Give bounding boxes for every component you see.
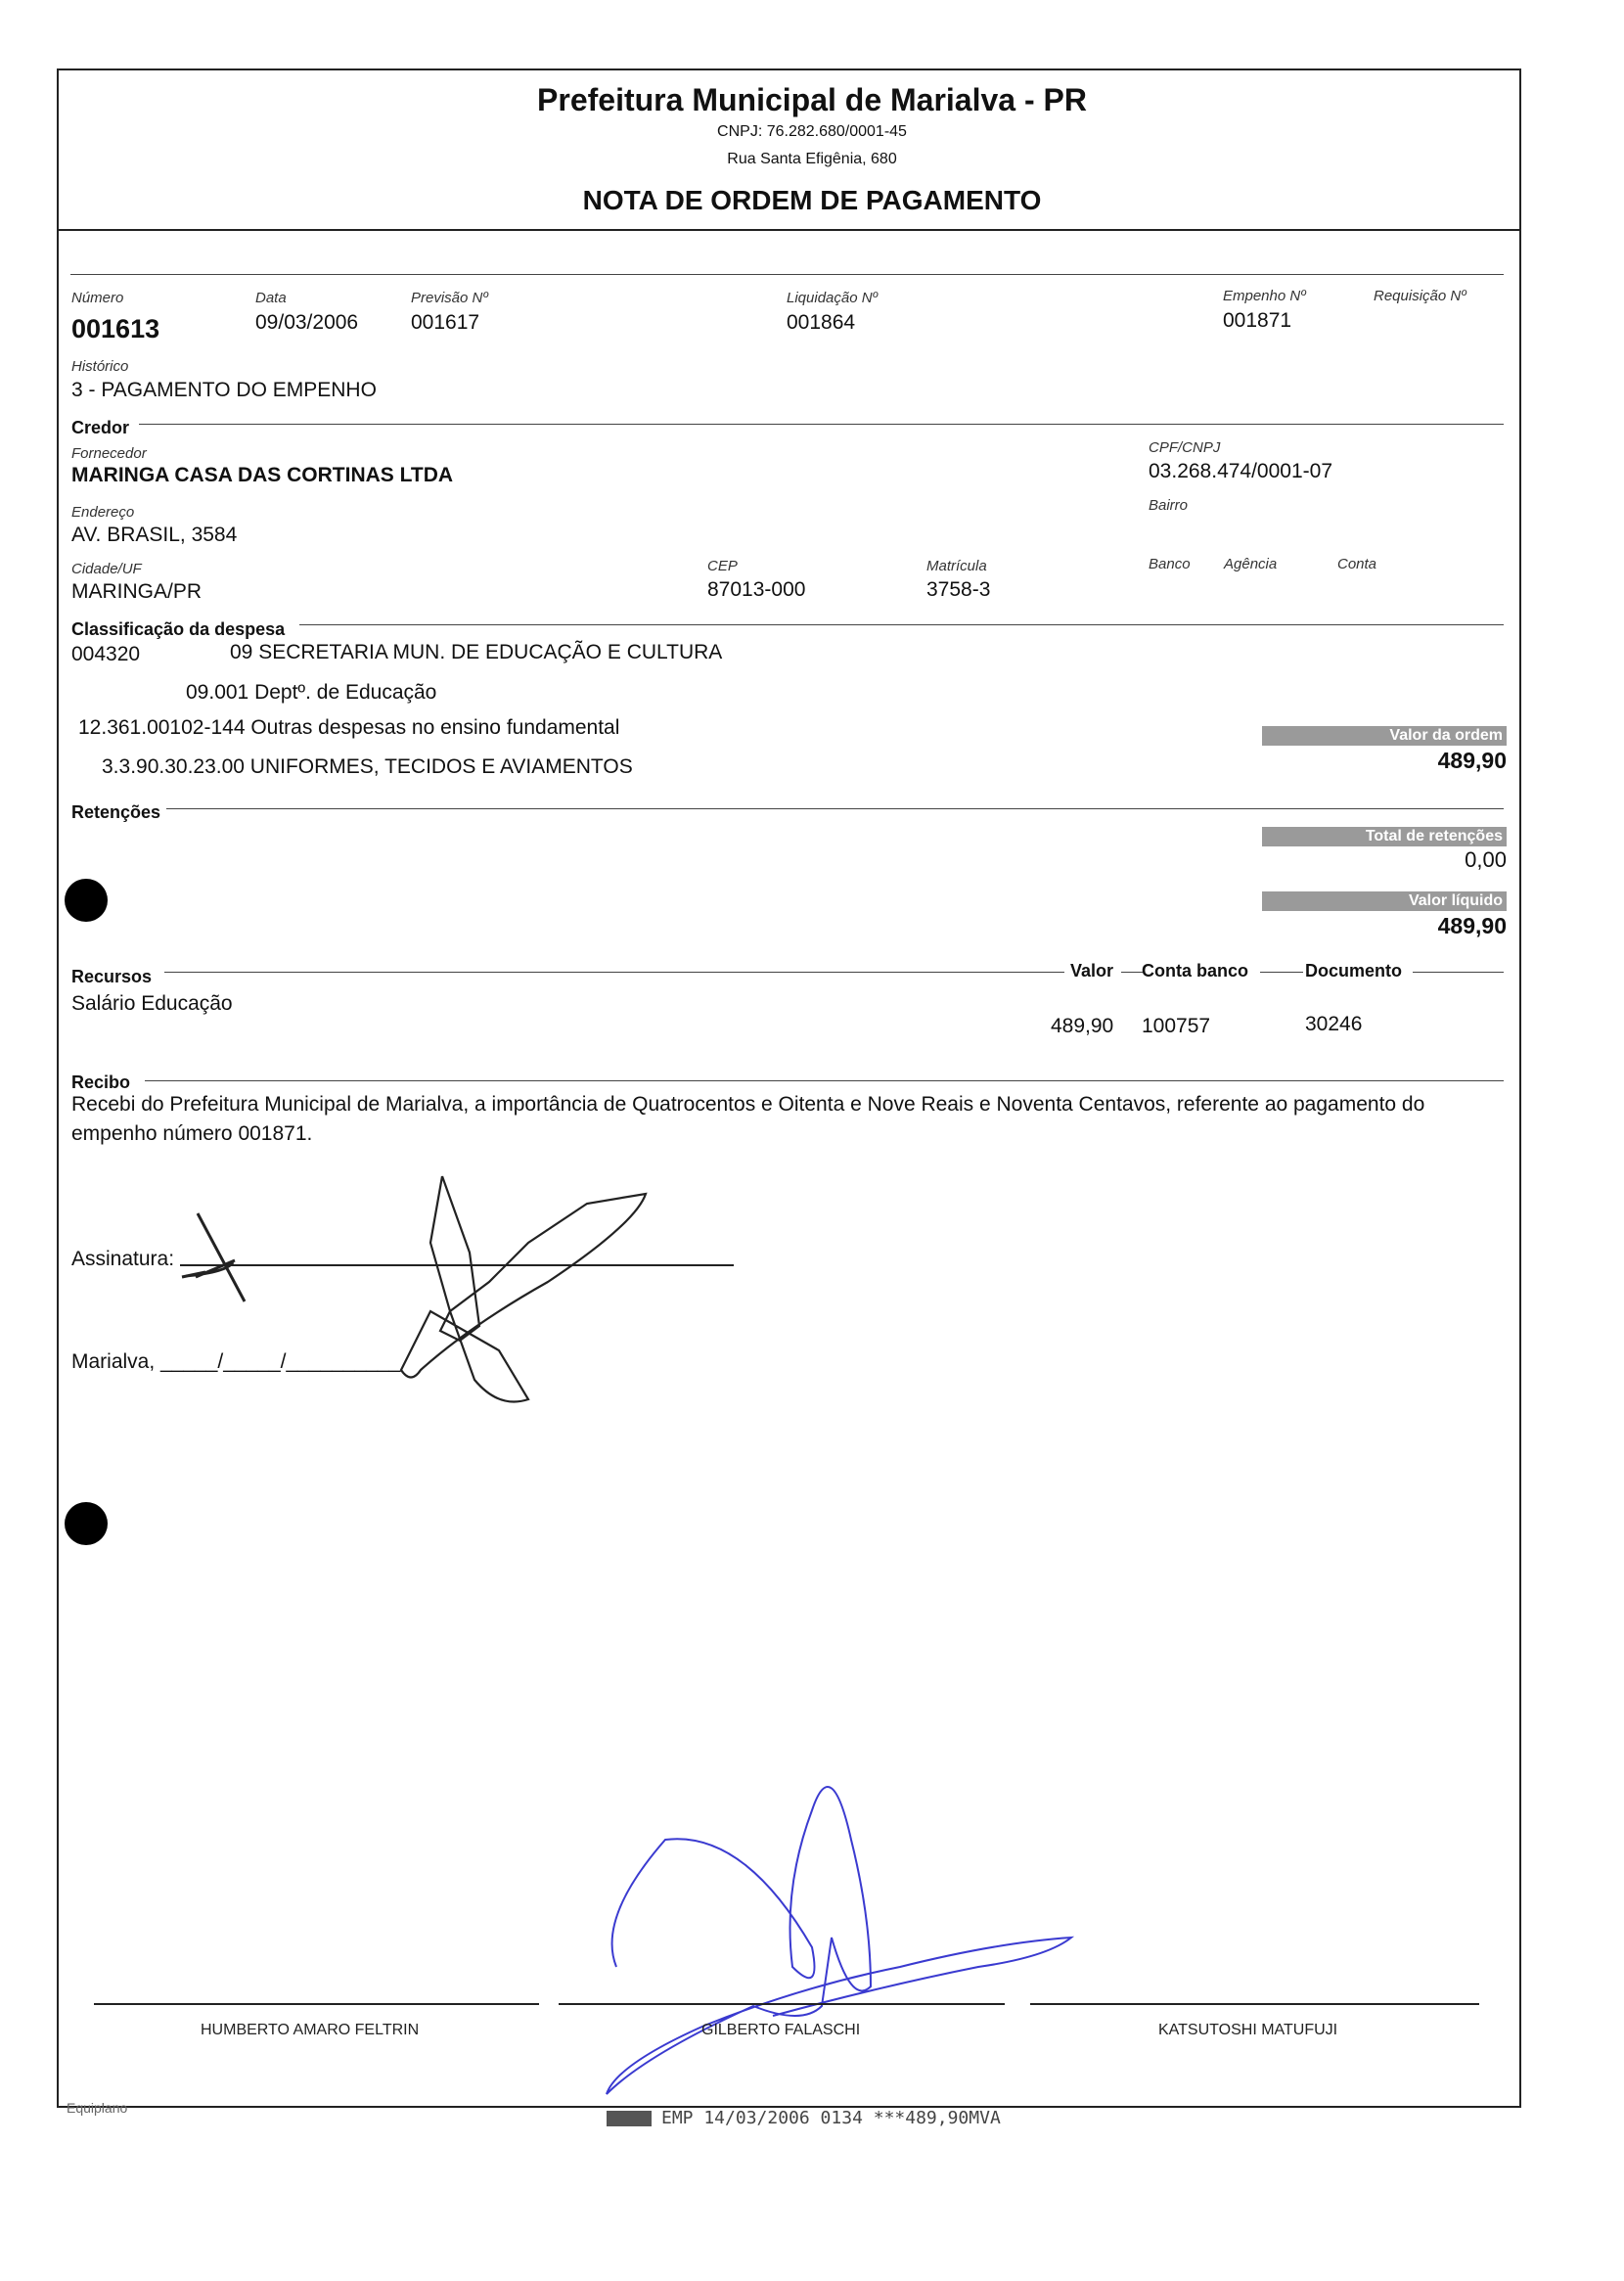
recursos-valor: 489,90 [1051, 1015, 1114, 1037]
header-divider [57, 229, 1521, 231]
recibo-section-title: Recibo [71, 1072, 131, 1092]
empenho-label: Empenho Nº [1223, 288, 1306, 304]
address-text: Rua Santa Efigênia, 680 [727, 151, 897, 167]
punch-hole-top [65, 879, 108, 922]
page-title: Prefeitura Municipal de Marialva - PR [537, 82, 1087, 117]
classificacao-divider [299, 624, 1504, 625]
empenho-value: 001871 [1223, 309, 1292, 332]
liquidacao-label: Liquidação Nº [787, 290, 879, 306]
previsao-value: 001617 [411, 311, 480, 334]
valor-ordem-label: Valor da ordem [1389, 727, 1503, 744]
credor-divider [139, 424, 1504, 425]
total-retencoes-value: 0,00 [1465, 847, 1507, 872]
cpf-value: 03.268.474/0001-07 [1149, 460, 1333, 482]
depto-text: 09.001 Deptº. de Educação [186, 681, 437, 704]
recursos-divider-mid [1121, 972, 1143, 973]
ids-divider [70, 274, 1504, 275]
recursos-divider-right [1413, 972, 1504, 973]
recursos-documento-label: Documento [1305, 961, 1402, 981]
data-value: 09/03/2006 [255, 311, 359, 334]
historico-value: 3 - PAGAMENTO DO EMPENHO [71, 379, 377, 401]
recursos-documento: 30246 [1305, 1013, 1363, 1035]
valor-liquido-label: Valor líquido [1408, 892, 1503, 909]
valor-ordem-bar [1262, 726, 1507, 746]
valor-liquido-value: 489,90 [1437, 913, 1507, 938]
signatory-1: HUMBERTO AMARO FELTRIN [201, 2022, 420, 2038]
matricula-label: Matrícula [926, 558, 987, 574]
endereco-label: Endereço [71, 504, 135, 521]
recursos-fonte: Salário Educação [71, 992, 233, 1015]
total-retencoes-label: Total de retenções [1365, 828, 1503, 844]
cidade-value: MARINGA/PR [71, 580, 203, 603]
endereco-value: AV. BRASIL, 3584 [71, 524, 238, 546]
cep-label: CEP [707, 558, 738, 574]
cep-value: 87013-000 [707, 578, 806, 601]
assinatura-label: Assinatura: [71, 1248, 175, 1270]
signature-line-3 [1030, 2003, 1479, 2005]
signatory-2: GILBERTO FALASCHI [701, 2022, 861, 2038]
cnpj-text: CNPJ: 76.282.680/0001-45 [717, 123, 907, 140]
elemento-text: 3.3.90.30.23.00 UNIFORMES, TECIDOS E AVIAMENTOS [102, 755, 633, 778]
agencia-label: Agência [1224, 556, 1278, 572]
credor-section-title: Credor [71, 418, 130, 437]
banco-label: Banco [1149, 556, 1191, 572]
numero-label: Número [71, 290, 124, 306]
valor-liquido-bar [1262, 891, 1507, 911]
local-data-label: Marialva, _____/_____/__________ [71, 1350, 401, 1373]
signature-line-1 [94, 2003, 539, 2005]
previsao-label: Previsão Nº [411, 290, 488, 306]
funcional-text: 12.361.00102-144 Outras despesas no ensino fundamental [78, 716, 620, 739]
classificacao-code: 004320 [71, 643, 141, 665]
total-retencoes-bar [1262, 827, 1507, 846]
recibo-divider [145, 1080, 1504, 1081]
document-title: NOTA DE ORDEM DE PAGAMENTO [582, 185, 1042, 215]
approver-signature [587, 1771, 1096, 2104]
conta-label: Conta [1337, 556, 1377, 572]
liquidacao-value: 001864 [787, 311, 856, 334]
secretaria-text: 09 SECRETARIA MUN. DE EDUCAÇÃO E CULTURA [230, 641, 723, 663]
recursos-section-title: Recursos [71, 967, 153, 986]
bairro-label: Bairro [1149, 497, 1189, 514]
fornecedor-value: MARINGA CASA DAS CORTINAS LTDA [71, 464, 454, 486]
recursos-divider-mid2 [1260, 972, 1303, 973]
valor-ordem-value: 489,90 [1437, 748, 1507, 773]
punch-hole-bottom [65, 1502, 108, 1545]
recursos-conta-label: Conta banco [1142, 961, 1249, 981]
stamp-logo-icon [607, 2111, 652, 2126]
data-label: Data [255, 290, 287, 306]
recibo-text: Recebi do Prefeitura Municipal de Marialva, a importância de Quatrocentos e Oitenta e Nove Reais e Noventa Centavos, referente ao pagamento do empenho número 001871. [71, 1093, 1425, 1145]
requisicao-label: Requisição Nº [1374, 288, 1466, 304]
recursos-valor-label: Valor [1070, 961, 1114, 981]
classificacao-section-title: Classificação da despesa [71, 619, 286, 639]
cidade-label: Cidade/UF [71, 561, 142, 577]
recursos-divider-left [164, 972, 1064, 973]
matricula-value: 3758-3 [926, 578, 991, 601]
print-stamp [607, 2108, 1001, 2128]
fornecedor-label: Fornecedor [71, 445, 147, 462]
signatory-3: KATSUTOSHI MATUFUJI [1158, 2022, 1338, 2038]
historico-label: Histórico [71, 358, 129, 375]
creditor-signature [176, 1164, 665, 1419]
software-brand: Equiplano [67, 2100, 128, 2116]
recursos-conta: 100757 [1142, 1015, 1211, 1037]
retencoes-divider [166, 808, 1504, 809]
cpf-label: CPF/CNPJ [1149, 439, 1221, 456]
stamp-text: EMP 14/03/2006 0134 ***489,90MVA [661, 2108, 1001, 2128]
signature-line-2 [559, 2003, 1005, 2005]
numero-value: 001613 [71, 314, 160, 343]
retencoes-section-title: Retenções [71, 802, 161, 822]
